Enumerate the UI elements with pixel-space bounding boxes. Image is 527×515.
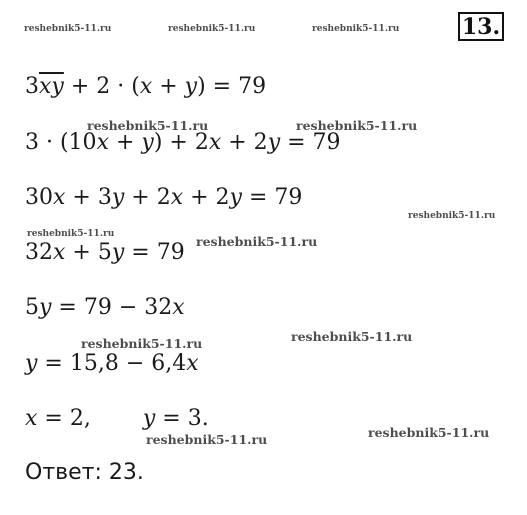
equation-line-7: x = 2, y = 3. bbox=[25, 406, 209, 431]
equation-line-2: 3 · (10x + y) + 2x + 2y = 79 bbox=[25, 130, 341, 155]
watermark-6: reshebnik5-11.ru bbox=[291, 329, 413, 344]
equation-line-1: $3\overline{xy} + 2 \cdot (x + y) = 79$ bbox=[25, 74, 267, 99]
watermark-7: reshebnik5-11.ru bbox=[81, 336, 203, 351]
equation-line-5: 5y = 79 − 32x bbox=[25, 295, 185, 320]
equation-line-6: y = 15,8 − 6,4x bbox=[25, 351, 199, 376]
overline-number: $\overline{xy}$ bbox=[39, 74, 64, 99]
watermark-9: reshebnik5-11.ru bbox=[146, 432, 268, 447]
watermark-1: reshebnik5-11.ru bbox=[87, 118, 209, 133]
problem-number-badge: 13. bbox=[458, 12, 504, 41]
watermark-8: reshebnik5-11.ru bbox=[368, 425, 490, 440]
watermark-top-2: reshebnik5-11.ru bbox=[168, 24, 256, 34]
watermark-2: reshebnik5-11.ru bbox=[296, 118, 418, 133]
watermark-top-1: reshebnik5-11.ru bbox=[24, 24, 112, 34]
answer-line: Ответ: 23. bbox=[25, 460, 144, 485]
equation-line-3: 30x + 3y + 2x + 2y = 79 bbox=[25, 185, 303, 210]
watermark-top-3: reshebnik5-11.ru bbox=[312, 24, 400, 34]
watermark-3: reshebnik5-11.ru bbox=[408, 211, 496, 221]
watermark-4: reshebnik5-11.ru bbox=[27, 229, 115, 239]
watermark-5: reshebnik5-11.ru bbox=[196, 234, 318, 249]
equation-line-4: 32x + 5y = 79 bbox=[25, 240, 185, 265]
